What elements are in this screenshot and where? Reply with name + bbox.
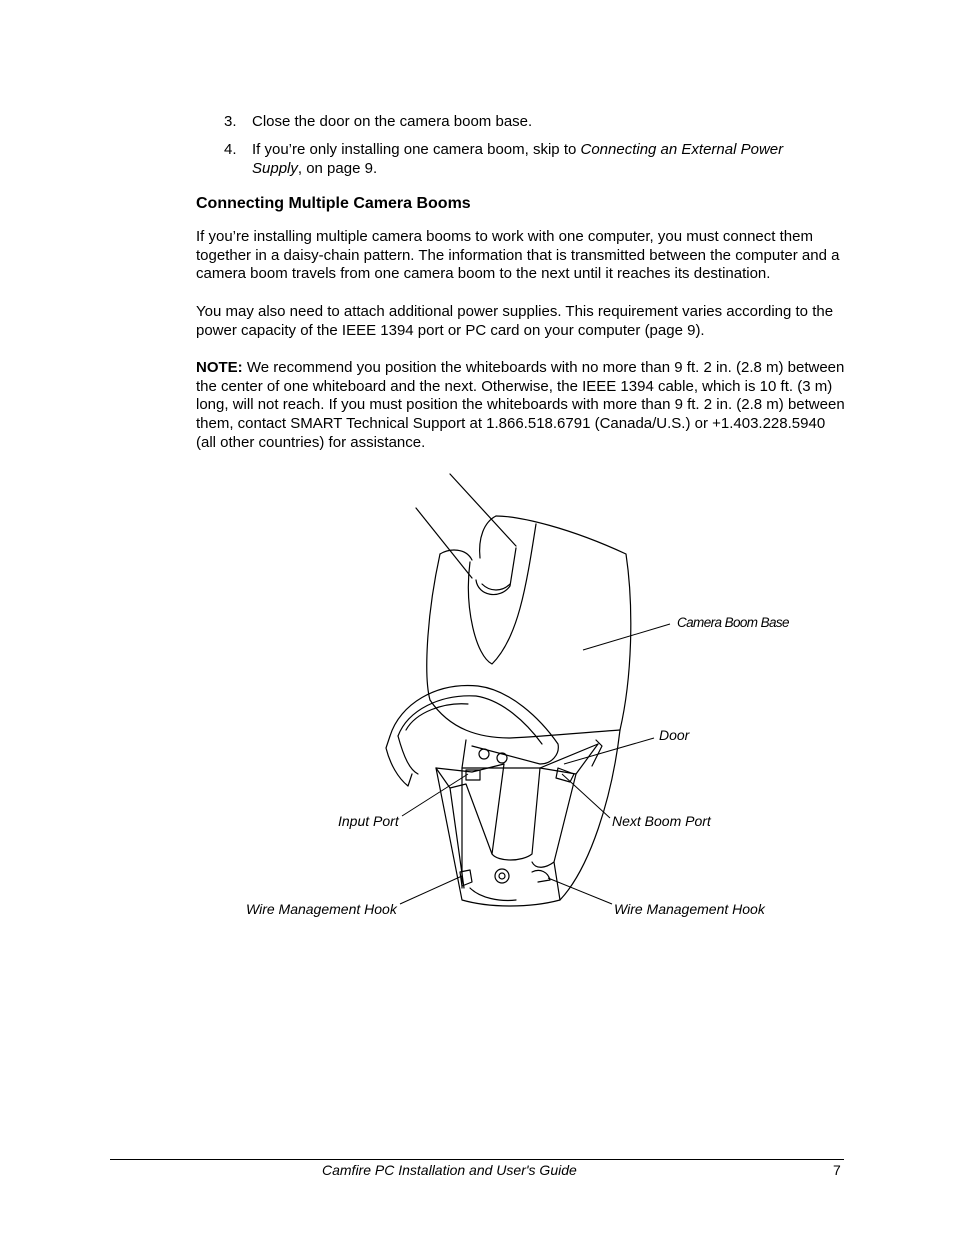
paragraph-daisy-chain: If you’re installing multiple camera booms to work with one computer, you must connect them together in a daisy-chain pattern. The information that is transmitted between the computer and a camera boom travels from one camera boom to the next until it reaches its destination. [196, 228, 840, 283]
callout-door: Door [659, 727, 690, 743]
note-text: We recommend you position the whiteboards with no more than 9 ft. 2 in. (2.8 m) between the center of one whiteboard and the next. Otherwise, the IEEE 1394 cable, which is 10 ft. (3 m) long, will not reach. If you must position the whiteboards with more than 9 ft. 2 in. (2.8 m) between them, contact SMART Technical Support at 1.866.518.6791 (Canada/U.S.) or +1.403.228.5940 (all other countries) for assistance. [196, 359, 845, 451]
callout-wire-management-hook-left: Wire Management Hook [246, 901, 397, 917]
section-heading: Connecting Multiple Camera Booms [196, 195, 471, 212]
camera-boom-base-illustration [240, 468, 800, 928]
footer-page-number: 7 [833, 1162, 841, 1178]
callout-camera-boom-base: Camera Boom Base [677, 615, 789, 630]
leader-input-port [402, 774, 468, 816]
footer-rule [110, 1159, 844, 1160]
step-4-text-before: If you’re only installing one camera boom, skip to [252, 141, 581, 158]
step-4-link[interactable]: Connecting an External Power Supply [252, 141, 784, 177]
step-4-text [252, 141, 817, 178]
callout-input-port: Input Port [338, 813, 399, 829]
leader-wire-hook-left [400, 876, 462, 904]
step-3-text: Close the door on the camera boom base. [252, 113, 533, 130]
callout-wire-management-hook-right: Wire Management Hook [614, 901, 765, 917]
paragraph-power-supplies: You may also need to attach additional power supplies. This requirement varies according to the power capacity of the IEEE 1394 port or PC card on your computer (page 9). [196, 303, 834, 339]
leader-next-boom-port [562, 774, 610, 818]
leader-door [564, 738, 654, 764]
note-label: NOTE: [196, 359, 243, 376]
note-paragraph [196, 359, 846, 453]
footer-title: Camfire PC Installation and User's Guide [322, 1162, 577, 1178]
step-3-number: 3. [224, 113, 237, 130]
callout-next-boom-port: Next Boom Port [612, 813, 711, 829]
step-4-number: 4. [224, 141, 237, 158]
leader-camera-boom-base [583, 624, 670, 650]
camera-boom-figure [240, 468, 800, 928]
step-4-text-after: , on page 9. [297, 159, 378, 177]
